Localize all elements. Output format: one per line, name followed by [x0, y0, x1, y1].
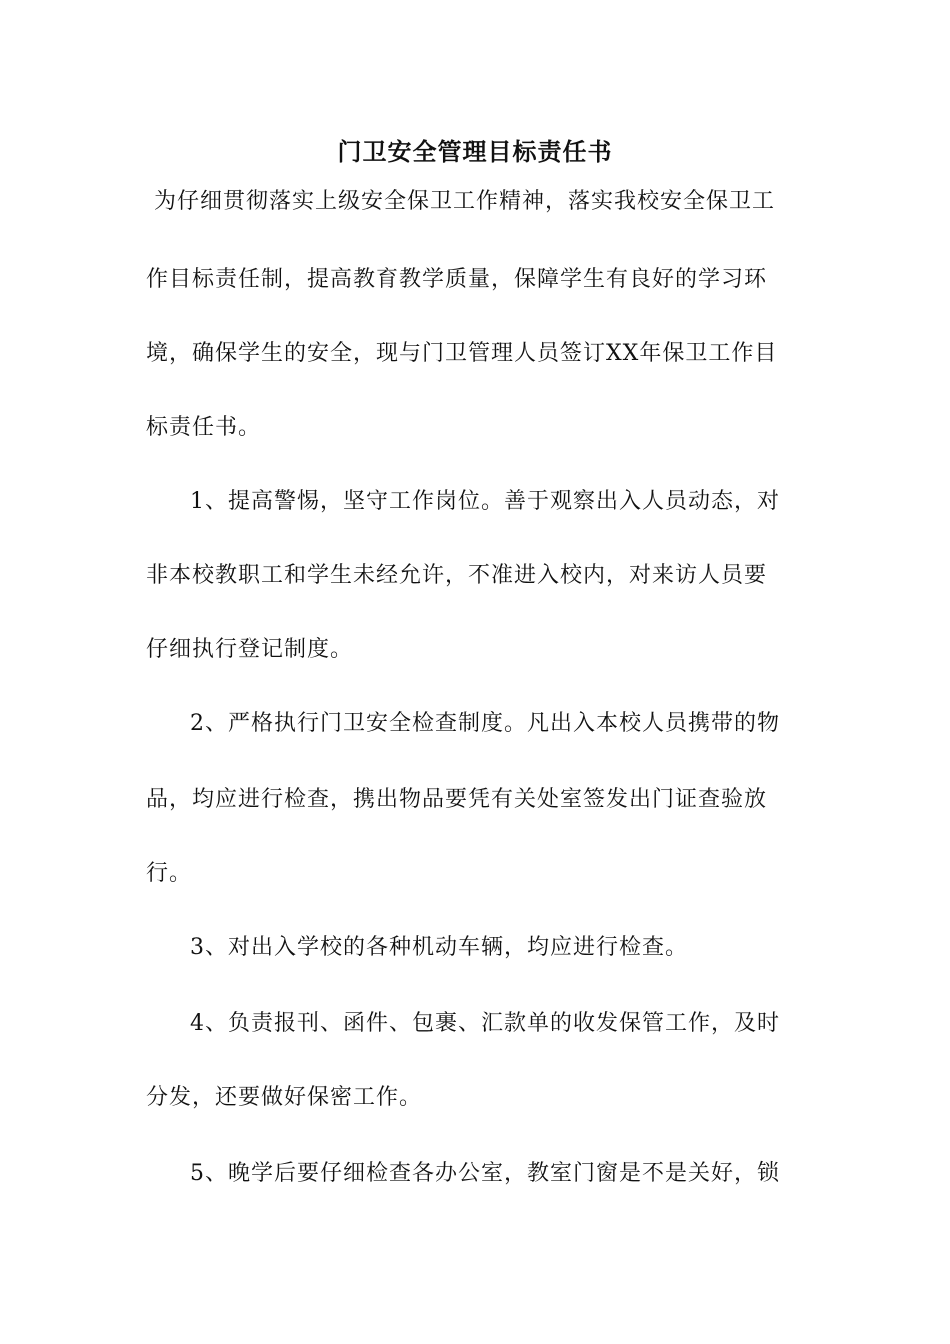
paragraph-line: 2、严格执行门卫安全检查制度。凡出入本校人员携带的物 — [190, 711, 780, 736]
paragraph-line: 非本校教职工和学生未经允许，不准进入校内，对来访人员要 — [146, 563, 768, 588]
paragraph-line: 标责任书。 — [146, 415, 262, 440]
paragraph-line: 5、晚学后要仔细检查各办公室，教室门窗是不是关好，锁 — [190, 1161, 780, 1186]
document-title: 门卫安全管理目标责任书 — [337, 137, 613, 166]
paragraph-line: 行。 — [146, 861, 193, 886]
paragraph-line: 分发，还要做好保密工作。 — [146, 1085, 423, 1110]
paragraph-line: 作目标责任制，提高教育教学质量，保障学生有良好的学习环 — [146, 267, 768, 292]
paragraph-line: 4、负责报刊、函件、包裹、汇款单的收发保管工作，及时 — [190, 1011, 780, 1036]
paragraph-line: 3、对出入学校的各种机动车辆，均应进行检查。 — [190, 935, 688, 960]
paragraph-line: 1、提高警惕，坚守工作岗位。善于观察出入人员动态，对 — [190, 489, 780, 514]
paragraph-line: 为仔细贯彻落实上级安全保卫工作精神，落实我校安全保卫工 — [154, 189, 776, 214]
paragraph-line: 仔细执行登记制度。 — [146, 637, 354, 662]
paragraph-line: 境，确保学生的安全，现与门卫管理人员签订XX年保卫工作目 — [146, 341, 778, 366]
paragraph-line: 品，均应进行检查，携出物品要凭有关处室签发出门证查验放 — [146, 787, 768, 812]
